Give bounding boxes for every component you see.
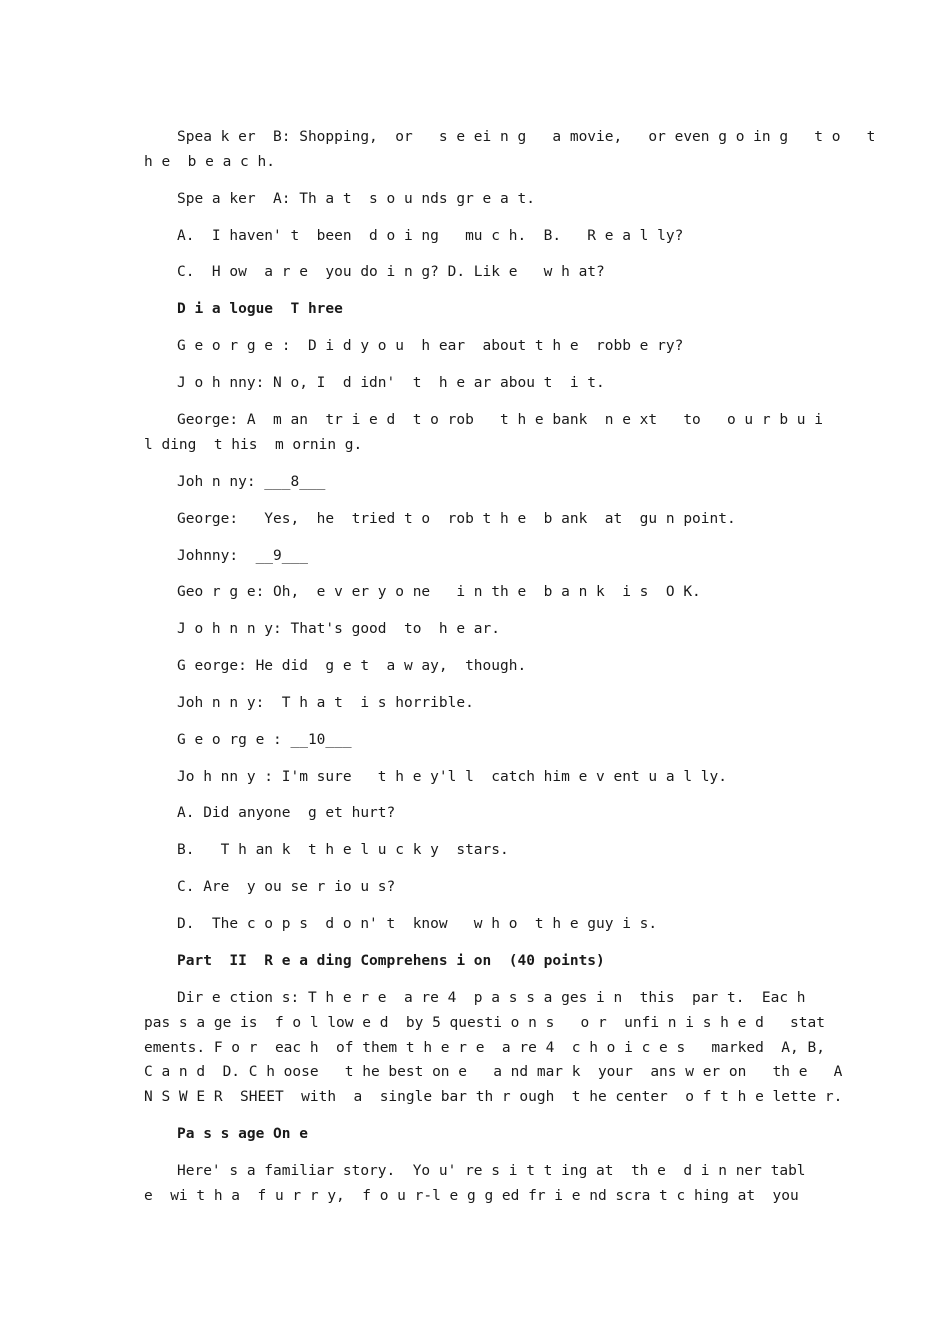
text-line: Spea k er B: Shopping, or s e ei n g a movie, or even g o in g t o t — [177, 129, 876, 145]
text-line: C. Are y ou se r io u s? — [177, 879, 396, 895]
text-line: Jo h nn y : I'm sure t h e y'l l catch him e v ent u a l ly. — [177, 769, 727, 785]
text-line: C a n d D. C h oose t he best on e a nd mar k your ans w er on th e A — [144, 1064, 843, 1080]
text-line: pas s a ge is f o l low e d by 5 questi o n s o r unfi n i s h e d stat — [144, 1015, 825, 1031]
text-line: ements. F o r eac h of them t h e r e a re 4 c h o i c e s marked A, B, — [144, 1040, 825, 1056]
text-line: D. The c o p s d o n' t know w h o t h e guy i s. — [177, 916, 658, 932]
text-line: George: A m an tr i e d t o rob t h e bank n e xt to o u r b u i — [177, 412, 824, 428]
text-line: Part II R e a ding Comprehens i on (40 points) — [177, 953, 605, 969]
text-line: G e o r g e : D i d y o u h ear about t h e robb e ry? — [177, 338, 684, 354]
text-line: Spe a ker A: Th a t s o u nds gr e a t. — [177, 191, 535, 207]
text-line: Pa s s age On e — [177, 1126, 308, 1142]
text-line: Geo r g e: Oh, e v er y o ne i n th e b a n k i s O K. — [177, 584, 701, 600]
text-line: D i a logue T hree — [177, 301, 343, 317]
text-line: G eorge: He did g e t a w ay, though. — [177, 658, 527, 674]
text-line: Joh n ny: ___8___ — [177, 474, 326, 490]
text-line: h e b e a c h. — [144, 154, 275, 170]
text-line: N S W E R SHEET with a single bar th r ough t he center o f t h e lette r. — [144, 1089, 843, 1105]
text-line: J o h n n y: That's good to h e ar. — [177, 621, 501, 637]
text-line: Dir e ction s: T h e r e a re 4 p a s s a ges i n this par t. Eac h — [177, 990, 806, 1006]
text-line: A. I haven' t been d o i ng mu c h. B. R e a l ly? — [177, 228, 684, 244]
text-line: George: Yes, he tried t o rob t h e b ank at gu n point. — [177, 511, 736, 527]
text-line: Here' s a familiar story. Yo u' re s i t t ing at th e d i n ner tabl — [177, 1163, 806, 1179]
text-line: C. H ow a r e you do i n g? D. Lik e w h at? — [177, 264, 605, 280]
text-line: l ding t his m ornin g. — [144, 437, 363, 453]
text-line: Joh n n y: T h a t i s horrible. — [177, 695, 474, 711]
text-line: Johnny: __9___ — [177, 548, 308, 564]
text-line: B. T h an k t h e l u c k y stars. — [177, 842, 509, 858]
text-line: J o h nny: N o, I d idn' t h e ar abou t i t. — [177, 375, 605, 391]
text-line: e wi t h a f u r r y, f o u r-l e g g ed fr i e nd scra t c hing at you — [144, 1188, 799, 1204]
text-line: G e o rg e : __10___ — [177, 732, 352, 748]
text-line: A. Did anyone g et hurt? — [177, 805, 396, 821]
